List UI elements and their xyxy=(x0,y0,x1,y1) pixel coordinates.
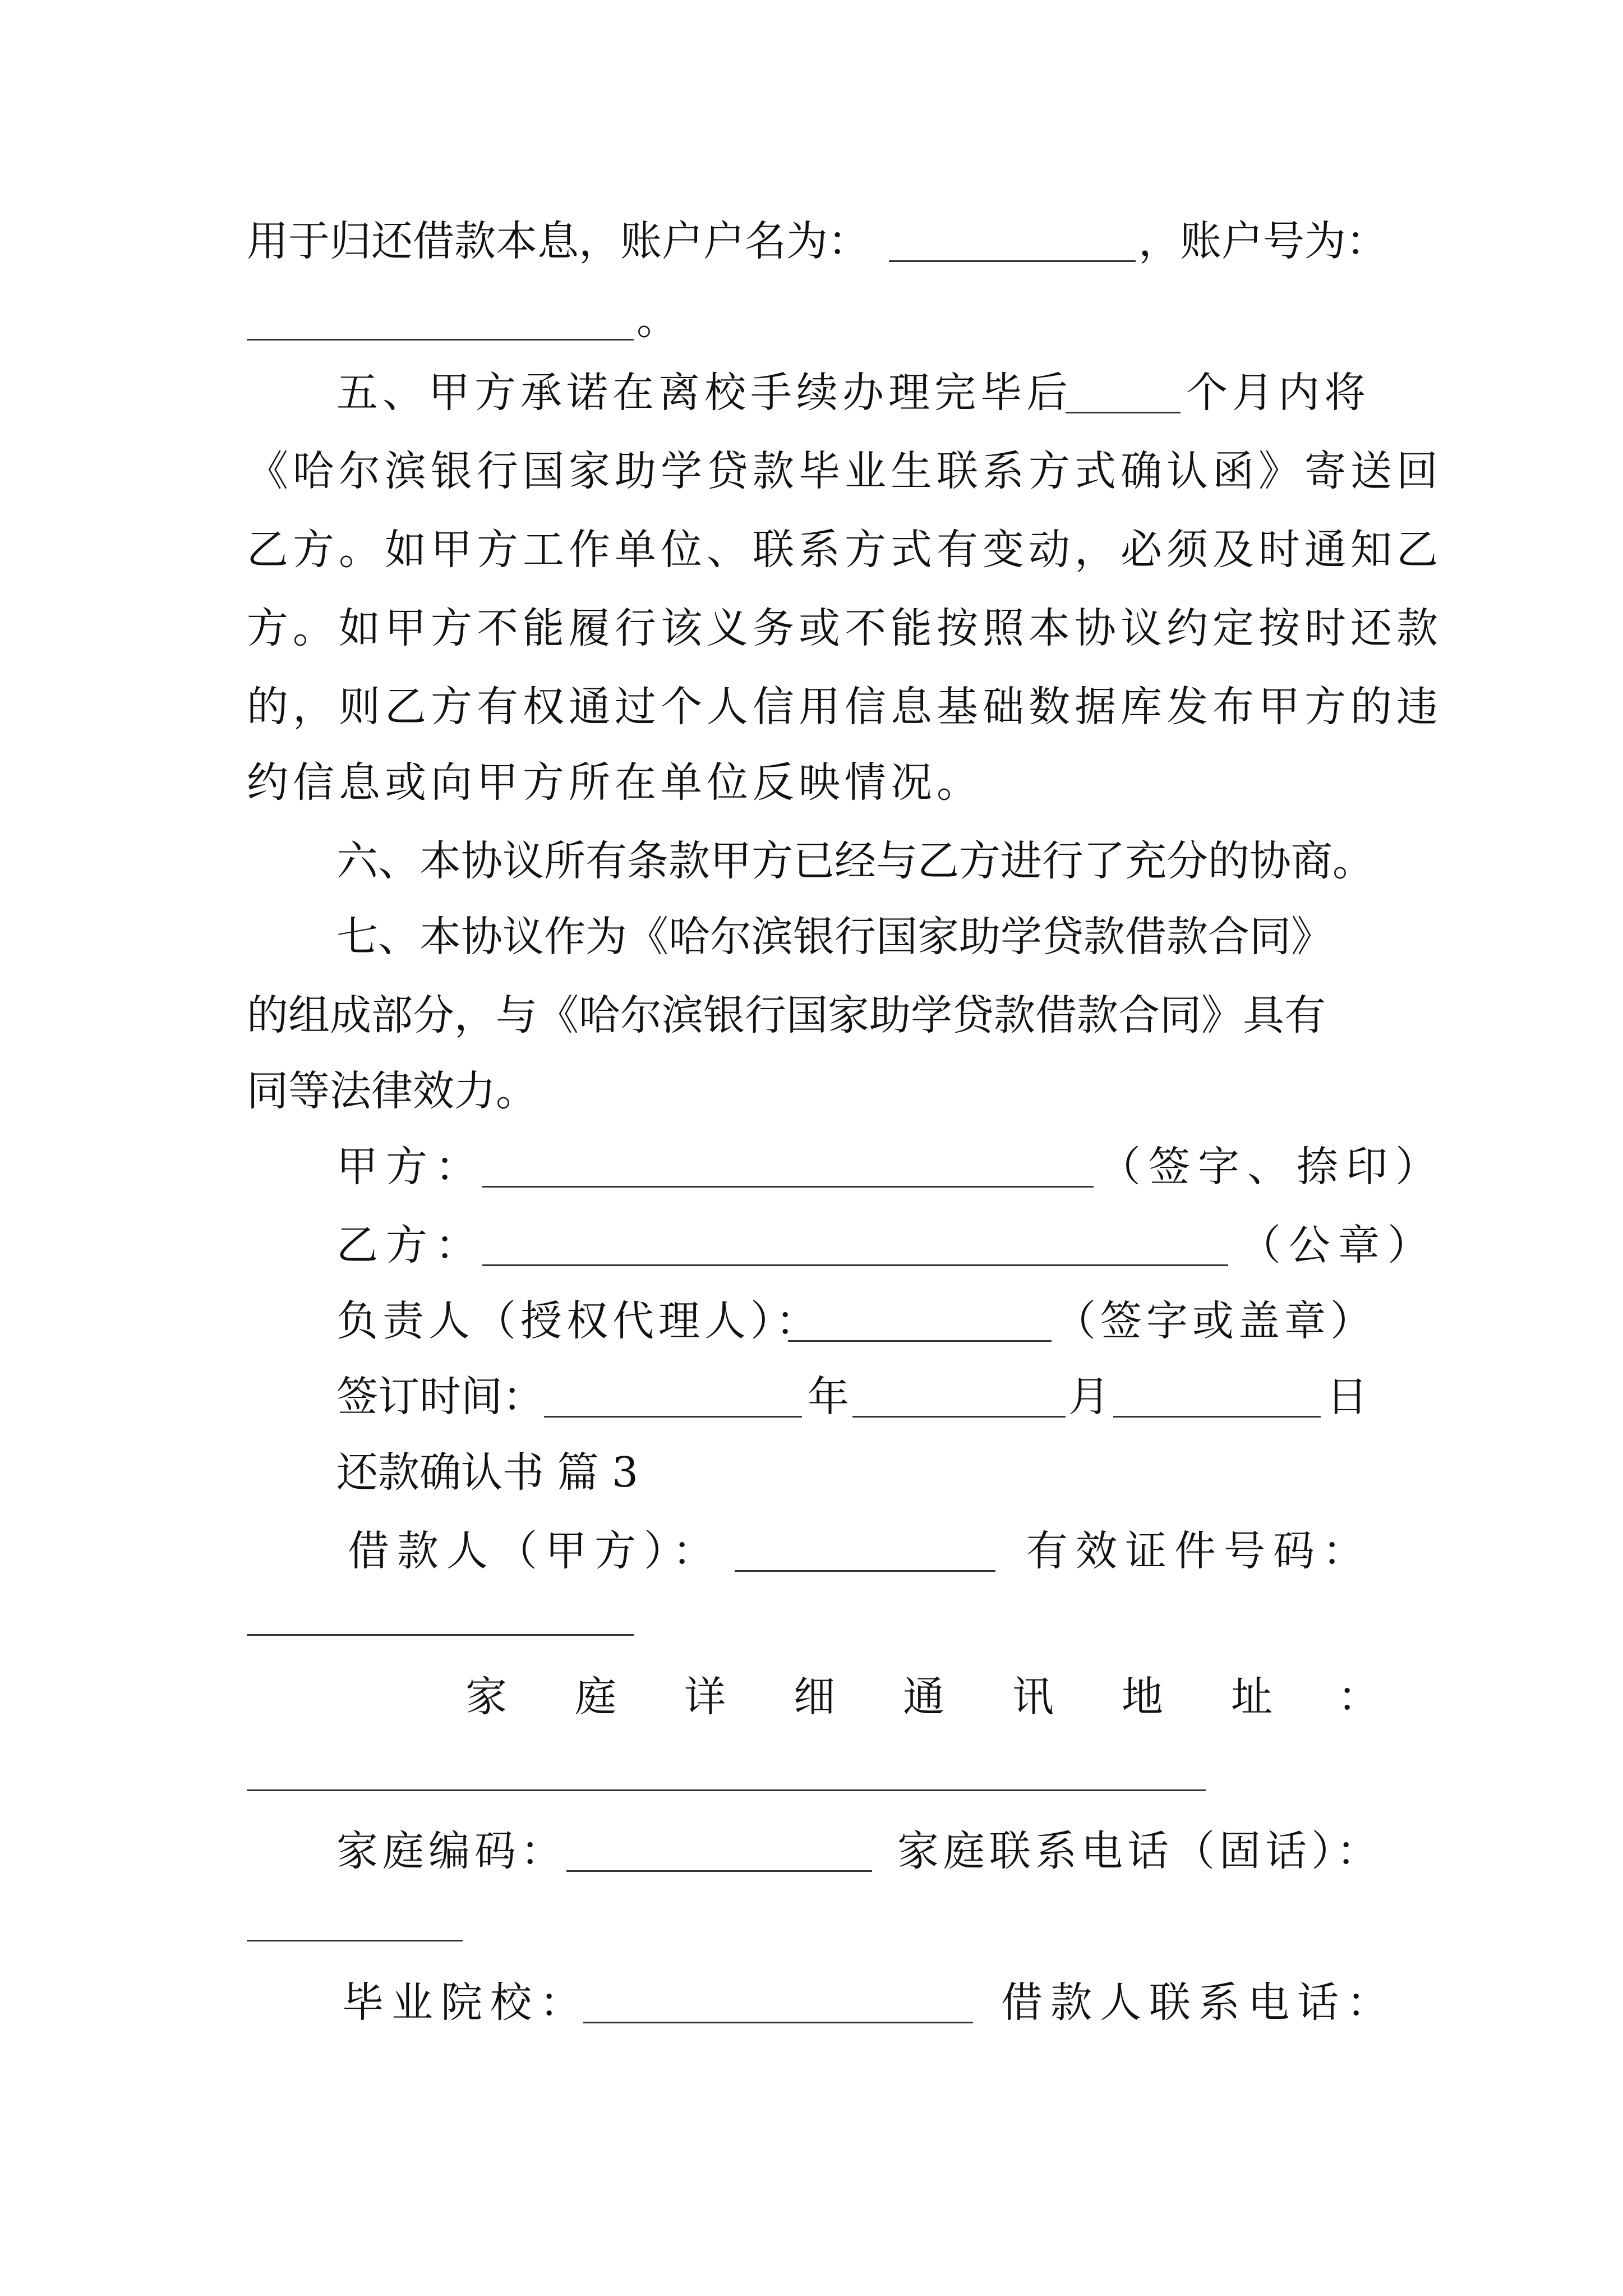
borrower-label: 借款人（甲方）： xyxy=(348,1527,722,1575)
postcode-label: 家庭编码： xyxy=(336,1827,566,1875)
party-a-note: （签字、捺印） xyxy=(1099,1143,1445,1191)
day-label: 日 xyxy=(1326,1373,1368,1421)
clause-seven-line-3 xyxy=(0,1052,1623,1130)
postcode-blank[interactable] xyxy=(566,1870,872,1872)
clause-five-line-5 xyxy=(0,668,1623,746)
address-row xyxy=(0,1658,1623,1736)
account-name-label: 用于归还借款本息，账户户名为： xyxy=(247,217,869,265)
clause-seven-text-a: 七、本协议作为《哈尔滨银行国家助学贷款借款合同》 xyxy=(336,913,1332,961)
representative-blank[interactable] xyxy=(788,1340,1052,1342)
year-blank[interactable] xyxy=(544,1416,802,1418)
id-number-label: 有效证件号码： xyxy=(1026,1527,1372,1575)
party-b-note: （公章） xyxy=(1239,1221,1437,1269)
address-blank[interactable] xyxy=(247,1789,1206,1791)
clause-five-line-1 xyxy=(0,353,1623,432)
clause-five-text-d: 乙方。如甲方工作单位、联系方式有变动，必须及时通知乙 xyxy=(247,526,1442,574)
account-name-blank[interactable] xyxy=(889,260,1136,262)
months-blank[interactable] xyxy=(1066,412,1181,413)
party-b-label: 乙方： xyxy=(336,1221,485,1269)
clause-five-line-3 xyxy=(0,510,1623,589)
year-label: 年 xyxy=(808,1373,849,1421)
representative-row xyxy=(0,1282,1623,1360)
clause-seven-text-b: 的组成部分，与《哈尔滨银行国家助学贷款借款合同》具有 xyxy=(247,991,1326,1039)
text-line-account xyxy=(0,202,1623,280)
school-label: 毕业院校： xyxy=(342,1978,589,2027)
sentence-end: 。 xyxy=(637,296,678,344)
address-char: 通 xyxy=(903,1673,944,1721)
text-line-account-number xyxy=(0,280,1623,359)
signing-date-label: 签订时间： xyxy=(336,1373,544,1421)
address-char: 址 xyxy=(1231,1673,1272,1721)
month-blank[interactable] xyxy=(852,1416,1066,1418)
section-title: 还款确认书 篇 3 xyxy=(336,1448,639,1497)
party-a-row xyxy=(0,1128,1623,1206)
clause-seven-line-2 xyxy=(0,976,1623,1055)
clause-six xyxy=(0,822,1623,900)
home-phone-blank[interactable] xyxy=(247,1940,463,1941)
account-number-label: ，账户号为： xyxy=(1138,217,1387,265)
party-a-label: 甲方： xyxy=(336,1143,485,1191)
address-char: 细 xyxy=(794,1673,835,1721)
address-char: 庭 xyxy=(575,1673,616,1721)
borrower-row xyxy=(0,1512,1623,1590)
id-number-blank[interactable] xyxy=(247,1634,634,1636)
party-a-blank[interactable] xyxy=(482,1186,1094,1188)
month-label: 月 xyxy=(1068,1373,1110,1421)
clause-five-text-f: 的，则乙方有权通过个人信用信息基础数据库发布甲方的违 xyxy=(247,683,1442,731)
postcode-row xyxy=(0,1812,1623,1890)
day-blank[interactable] xyxy=(1113,1416,1321,1418)
borrower-phone-label: 借款人联系电话： xyxy=(1001,1978,1396,2027)
party-b-row xyxy=(0,1206,1623,1285)
clause-seven-line-1 xyxy=(0,898,1623,976)
address-char: 地 xyxy=(1122,1673,1163,1721)
representative-label: 负责人（授权代理人）： xyxy=(336,1297,822,1345)
clause-five-line-4 xyxy=(0,589,1623,668)
clause-five-text-c: 《哈尔滨银行国家助学贷款毕业生联系方式确认函》寄送回 xyxy=(247,447,1442,495)
clause-six-text: 六、本协议所有条款甲方已经与乙方进行了充分的协商。 xyxy=(336,837,1374,885)
school-blank[interactable] xyxy=(583,2022,973,2023)
clause-five-text-a: 五、甲方承诺在离校手续办理完毕后 xyxy=(336,369,1072,417)
address-char: 家 xyxy=(465,1673,507,1721)
address-char: ： xyxy=(1338,1673,1379,1721)
borrower-blank[interactable] xyxy=(735,1570,995,1572)
party-b-blank[interactable] xyxy=(482,1264,1228,1266)
school-row xyxy=(0,1963,1623,2042)
representative-note: （签字或盖章） xyxy=(1054,1297,1376,1345)
clause-five-text-e: 方。如甲方不能履行该义务或不能按照本协议约定按时还款 xyxy=(247,604,1442,652)
clause-five-text-g: 约信息或向甲方所在单位反映情况。 xyxy=(247,758,983,807)
home-phone-label: 家庭联系电话（固话）： xyxy=(897,1827,1382,1875)
account-number-blank[interactable] xyxy=(247,339,634,341)
section-title-row xyxy=(0,1433,1623,1512)
clause-seven-text-c: 同等法律效力。 xyxy=(247,1067,537,1115)
clause-five-line-2 xyxy=(0,432,1623,510)
clause-five-text-b: 个月内将 xyxy=(1186,369,1370,417)
clause-five-line-6 xyxy=(0,743,1623,822)
address-char: 讯 xyxy=(1012,1673,1054,1721)
address-char: 详 xyxy=(684,1673,726,1721)
signing-date-row xyxy=(0,1358,1623,1436)
